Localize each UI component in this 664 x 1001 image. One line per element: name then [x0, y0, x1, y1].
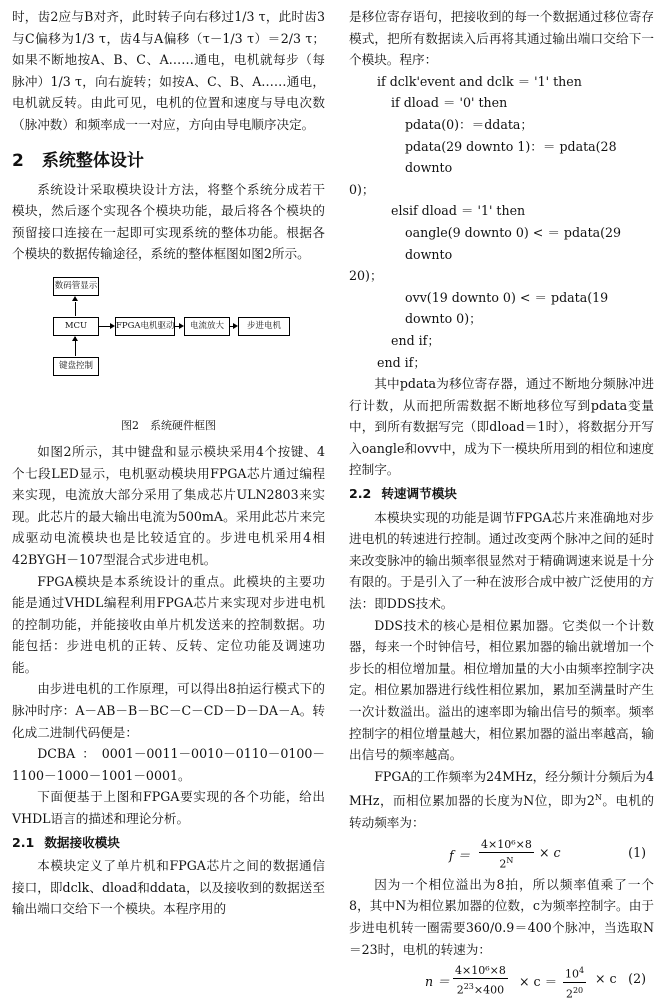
eq2-tail: × c: [595, 971, 617, 987]
code-line: if dload ＝ '0' then: [391, 95, 508, 111]
subsection-title: 转速调节模块: [381, 486, 457, 502]
code-line: ovv(19 downto 0) < ＝ pdata(19 downto 0)；: [405, 289, 609, 327]
eq2-lhs: n ＝: [425, 974, 450, 990]
code-line: oangle(9 downto 0) < ＝ pdata(29 downto: [405, 224, 622, 262]
subsection-heading-2-1: [12, 832, 325, 854]
eq2-tag: (2): [628, 971, 646, 987]
box-keyboard-control: 键盘控制: [53, 357, 99, 376]
eq2-num2-sup: 4: [579, 966, 585, 976]
freq-superscript: N: [594, 793, 602, 803]
paragraph-vhdl-intro: 下面便基于上图和FPGA要实现的各个功能，给出VHDL语言的描述和理论分析。: [12, 789, 325, 827]
freq-text-a: FPGA的工作频率为24MHz，经分频计分频后为4 MHz，而相位累加器的长度为N位，即为2: [349, 768, 655, 809]
paragraph-intro: 时，齿2应与B对齐，此时转子向右移过1/3 τ，此时齿3与C偏移为1/3 τ，齿4与A偏移（τ－1/3 τ）＝2/3 τ；如果不断地按A、B、C、A……通电，电机就每步（每脉冲）1/3 τ，向右旋转；如按A、C、B、A……通电，电机就反转。由此可见，电机的位置和速度与导电次数（脉冲数）和频率成一一对应，方向由导电顺序决定。: [12, 9, 325, 132]
eq1-tail: [539, 845, 561, 860]
eq2-den2-base: 2: [565, 987, 573, 1001]
arrow-mcu-to-display: [75, 302, 76, 316]
paragraph-fpga-module: FPGA模块是本系统设计的重点。此模块的主要功能是通过VHDL编程利用FPGA芯片来实现对步进电机的控制功能，并能接收由单片机发送来的控制数据。功能包括：步进电机的正转、反转、定位功能及调速功能。: [12, 573, 325, 675]
arrowhead-right-motor: [233, 323, 238, 329]
box-fpga-driver: FPGA电机驱动: [115, 317, 175, 336]
eq1-tag: (1): [628, 844, 646, 860]
paragraph-dcba-codes: DCBA：0001－0011－0010－0110－0100－1100－1000－1001－0001。: [12, 746, 325, 783]
code-line: end if；: [377, 354, 426, 370]
code-line: 20)；: [349, 268, 383, 284]
paragraph-design: 系统设计采取模块设计方法，将整个系统分成若干模块，然后逐个实现各个模块功能，最后将各个模块的预留接口连接在一起即可实现系统的整体功能。根据各个模块的数据传输途径，系统的整体框图如图2所示。: [12, 181, 325, 262]
eq2-fraction-1: [453, 963, 508, 998]
hardware-block-diagram: [12, 267, 325, 413]
eq2-den2-sup: 20: [572, 985, 584, 995]
subsection-heading-2-2: [349, 483, 654, 505]
right-column: [349, 6, 654, 1000]
paragraph-data-receive: 本模块定义了单片机和FPGA芯片之间的数据通信接口，即dclk、dload和ddata，以及接收到的数据送至输出端口交给下一个模块。本程序用的: [12, 858, 325, 917]
arrowhead-up-display: [72, 296, 78, 301]
paragraph-pdata: 其中pdata为移位寄存器，通过不断地分频脉冲进行计数，从而把所需数据不断地移位写到pdata变量中，到所有数据写完（即dload＝1时），将数据分开写入oangle和ovv中，成为下一模块所用到的相位和速度控制字。: [349, 376, 654, 478]
subsection-number: 2.1: [12, 834, 35, 850]
subsection-number: 2.2: [349, 486, 372, 502]
eq2-mid: × c ＝: [519, 974, 558, 990]
equation-1: [349, 834, 654, 874]
eq2-den1-sup: 23: [463, 982, 474, 992]
equation-2: [349, 960, 654, 1000]
figure-caption: 图2 系统硬件框图: [121, 418, 216, 432]
code-line: 0)；: [349, 181, 375, 197]
eq2-num2-base: 10: [565, 967, 579, 981]
subsection-title: 数据接收模块: [44, 834, 120, 850]
paragraph-dds: DDS技术的核心是相位累加器。它类似一个计数器，每来一个时钟信号，相位累加器的输出就增加一个步长的相位增加量。相位增加量的大小由频率控制字决定。相位累加器进行线性相位累加，累加至满量时产生一次计数溢出。溢出的速率即为输出信号的频率。频率控制字的相位增量越大，相位累加器的溢出率越高，输出信号的频率越高。: [349, 617, 654, 763]
box-current-amplifier: 电流放大: [184, 317, 230, 336]
paragraph-pulse-sequence: 由步进电机的工作原理，可以得出8拍运行模式下的脉冲时序：A－AB－B－BC－C－CD－D－DA－A。转化成二进制代码便是：: [12, 681, 325, 740]
freq-text-b: 。电机的转动频率为：: [349, 793, 655, 831]
paragraph-hardware: 如图2所示，其中键盘和显示模块采用4个按键、4个七段LED显示，电机驱动模块用FPGA芯片通过编程来实现，电流放大部分采用了集成芯片ULN2803来实现。此芯片的最大输出电流为500mA。采用此芯片来完成驱动电流模块也是比较适宜的。步进电机采用4相42BYGH－107型混合式步进电机。: [12, 443, 325, 567]
left-column: [12, 6, 325, 920]
eq1-numerator: 4×10⁶×8: [481, 837, 532, 851]
code-line: pdata(29 downto 1)：＝ pdata(28 downto: [405, 138, 617, 176]
eq2-numerator-1: 4×10⁶×8: [455, 964, 506, 978]
code-line: pdata(0)：＝ddata；: [405, 116, 534, 132]
eq1-den-base: 2: [499, 857, 507, 871]
eq1-denominator: [499, 853, 513, 872]
box-stepper-motor: 步进电机: [238, 317, 290, 336]
arrowhead-right-current: [179, 323, 184, 329]
paragraph-speed-control: 本模块实现的功能是调节FPGA芯片来准确地对步进电机的转速进行控制。通过改变两个脉冲之间的延时来改变脉冲的输出频率很显然对于精确调速来说是十分有限的。于是引入了一种在波形合成中被广泛使用的方法：即DDS技术。: [349, 509, 654, 612]
eq1-lhs: f ＝: [449, 847, 471, 863]
eq2-den1-base: 2: [456, 983, 464, 997]
arrow-mcu-to-fpga: [99, 326, 110, 327]
code-line: elsif dload ＝ '1' then: [391, 203, 526, 219]
code-line: if dclk'event and dclk ＝ '1' then: [377, 73, 582, 89]
paragraph-frequency: [349, 766, 654, 834]
eq2-numerator-2: [563, 963, 586, 983]
eq2-fraction-2: [563, 963, 586, 1001]
eq1-tail-text: × c: [539, 844, 561, 860]
eq2-denominator-1: [457, 979, 504, 998]
code-line: end if；: [391, 332, 440, 348]
box-digital-display: 数码管显示: [53, 277, 99, 296]
box-mcu: MCU: [53, 317, 99, 336]
section-number: 2: [12, 150, 24, 171]
section-title: 系统整体设计: [41, 150, 144, 171]
eq1-fraction: [479, 837, 534, 872]
arrowhead-right-fpga: [110, 323, 115, 329]
vhdl-code-block: [349, 71, 654, 373]
paragraph-overflow: 因为一个相位溢出为8拍，所以频率值乘了一个8，其中N为相位累加器的位数，c为频率控制字。由于步进电机转一圈需要360/0.9＝400个脉冲，当选取N＝23时，电机的转速为：: [349, 876, 654, 957]
eq1-den-sup: N: [506, 855, 514, 865]
paragraph-shift-register: 是移位寄存语句，把接收到的每一个数据通过移位寄存模式，把所有数据读入后再将其通过输出端口交给下一个模块。程序：: [349, 9, 654, 68]
arrowhead-up-mcu: [72, 336, 78, 341]
section-heading: [12, 146, 325, 171]
eq2-den1-tail: ×400: [473, 983, 505, 997]
eq2-denominator-2: [566, 983, 583, 1001]
